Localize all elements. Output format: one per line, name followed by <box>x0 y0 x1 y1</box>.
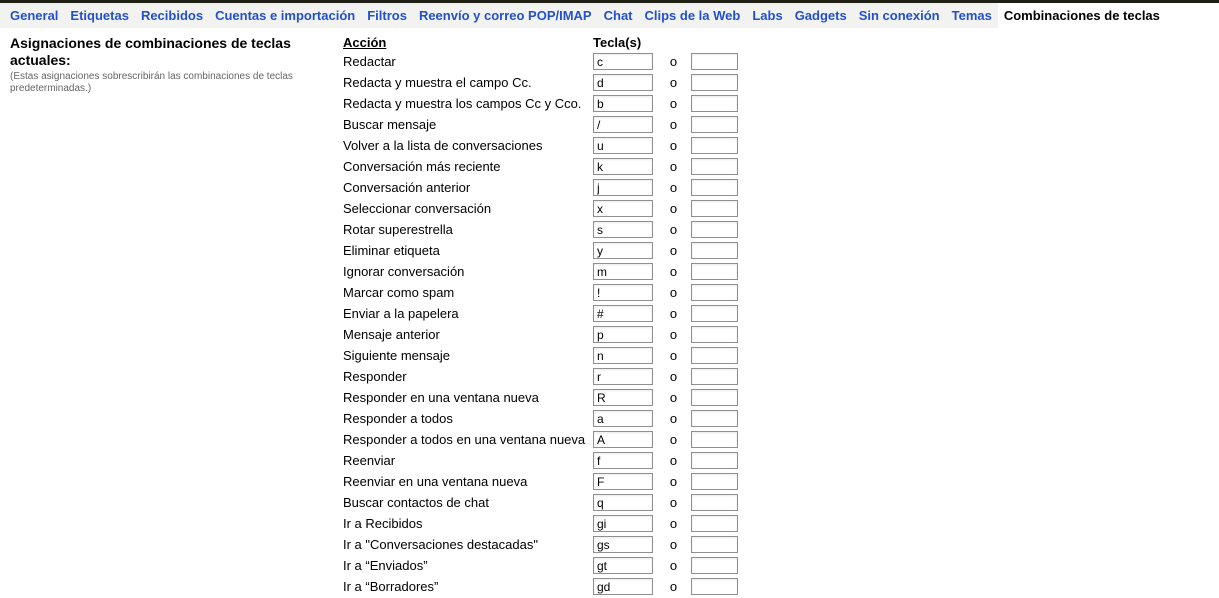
alternate-key-input[interactable] <box>691 158 738 175</box>
or-label: o <box>669 201 678 216</box>
alternate-key-input[interactable] <box>691 284 738 301</box>
or-label: o <box>669 495 678 510</box>
alternate-key-input[interactable] <box>691 368 738 385</box>
tab-reenvio-y-correo-pop-imap[interactable] <box>413 3 598 28</box>
tab-temas[interactable] <box>946 3 998 28</box>
tab-recibidos[interactable] <box>135 3 209 28</box>
alternate-key-input[interactable] <box>691 74 738 91</box>
action-label: Ir a “Enviados” <box>343 558 428 573</box>
or-label: o <box>669 264 678 279</box>
tab-label: Combinaciones de teclas <box>1003 8 1160 23</box>
alternate-key-input[interactable] <box>691 431 738 448</box>
primary-key-input[interactable] <box>593 305 653 322</box>
shortcut-row <box>343 282 739 303</box>
shortcut-row <box>343 114 739 135</box>
tab-label: Temas <box>951 8 992 23</box>
primary-key-input[interactable] <box>593 473 653 490</box>
or-label: o <box>669 432 678 447</box>
alternate-key-input[interactable] <box>691 557 738 574</box>
or-label: o <box>669 138 678 153</box>
tab-label: Recibidos <box>140 8 204 23</box>
primary-key-input[interactable] <box>593 179 653 196</box>
action-label: Ignorar conversación <box>343 264 465 279</box>
tab-label: Cuentas e importación <box>215 8 356 23</box>
tab-label: Filtros <box>367 8 407 23</box>
tab-sin-conexion[interactable] <box>853 3 946 28</box>
alternate-key-input[interactable] <box>691 326 738 343</box>
shortcut-row <box>343 324 739 345</box>
or-label: o <box>669 75 678 90</box>
or-label: o <box>669 348 678 363</box>
or-label: o <box>669 390 678 405</box>
section-title: Asignaciones de combinaciones de teclas actuales: <box>10 35 291 68</box>
primary-key-input[interactable] <box>593 536 653 553</box>
primary-key-input[interactable] <box>593 431 653 448</box>
shortcut-row <box>343 471 739 492</box>
alternate-key-input[interactable] <box>691 515 738 532</box>
action-label: Reenviar <box>343 453 396 468</box>
shortcut-row <box>343 261 739 282</box>
primary-key-input[interactable] <box>593 389 653 406</box>
alternate-key-input[interactable] <box>691 242 738 259</box>
primary-key-input[interactable] <box>593 368 653 385</box>
primary-key-input[interactable] <box>593 53 653 70</box>
or-label: o <box>669 516 678 531</box>
tab-chat[interactable] <box>598 3 639 28</box>
tab-filtros[interactable] <box>361 3 413 28</box>
shortcut-row <box>343 387 739 408</box>
alternate-key-input[interactable] <box>691 95 738 112</box>
or-label: o <box>669 54 678 69</box>
primary-key-input[interactable] <box>593 242 653 259</box>
shortcut-row <box>343 366 739 387</box>
alternate-key-input[interactable] <box>691 53 738 70</box>
primary-key-input[interactable] <box>593 95 653 112</box>
or-label: o <box>669 159 678 174</box>
primary-key-input[interactable] <box>593 452 653 469</box>
primary-key-input[interactable] <box>593 74 653 91</box>
action-label: Mensaje anterior <box>343 327 440 342</box>
action-label: Redacta y muestra los campos Cc y Cco. <box>343 96 582 111</box>
shortcut-row <box>343 492 739 513</box>
or-label: o <box>669 411 678 426</box>
alternate-key-input[interactable] <box>691 221 738 238</box>
alternate-key-input[interactable] <box>691 347 738 364</box>
or-label: o <box>669 243 678 258</box>
shortcut-row <box>343 555 739 576</box>
action-label: Seleccionar conversación <box>343 201 492 216</box>
alternate-key-input[interactable] <box>691 389 738 406</box>
action-label: Responder en una ventana nueva <box>343 390 539 405</box>
column-header-keys: Tecla(s) <box>593 34 642 50</box>
primary-key-input[interactable] <box>593 116 653 133</box>
shortcut-row <box>343 156 739 177</box>
action-label: Buscar contactos de chat <box>343 495 489 510</box>
alternate-key-input[interactable] <box>691 179 738 196</box>
action-label: Ir a "Conversaciones destacadas" <box>343 537 538 552</box>
tab-label: Sin conexión <box>858 8 940 23</box>
primary-key-input[interactable] <box>593 221 653 238</box>
shortcut-row <box>343 240 739 261</box>
settings-tab-bar <box>0 3 1219 28</box>
action-label: Siguiente mensaje <box>343 348 450 363</box>
or-label: o <box>669 327 678 342</box>
shortcut-row <box>343 93 739 114</box>
alternate-key-input[interactable] <box>691 473 738 490</box>
tab-general[interactable] <box>4 3 64 28</box>
action-label: Enviar a la papelera <box>343 306 459 321</box>
or-label: o <box>669 180 678 195</box>
action-label: Ir a Recibidos <box>343 516 423 531</box>
alternate-key-input[interactable] <box>691 536 738 553</box>
primary-key-input[interactable] <box>593 410 653 427</box>
shortcut-row <box>343 177 739 198</box>
shortcut-row <box>343 303 739 324</box>
shortcuts-table <box>343 33 739 598</box>
or-label: o <box>669 453 678 468</box>
tab-label: Etiquetas <box>70 8 129 23</box>
action-label: Conversación más reciente <box>343 159 501 174</box>
action-label: Eliminar etiqueta <box>343 243 440 258</box>
action-label: Buscar mensaje <box>343 117 437 132</box>
or-label: o <box>669 369 678 384</box>
alternate-key-input[interactable] <box>691 305 738 322</box>
action-label: Redactar <box>343 54 396 69</box>
alternate-key-input[interactable] <box>691 494 738 511</box>
or-label: o <box>669 306 678 321</box>
primary-key-input[interactable] <box>593 263 653 280</box>
section-note: (Estas asignaciones sobrescribirán las combinaciones de teclas predeterminadas.) <box>10 71 293 94</box>
shortcut-row <box>343 135 739 156</box>
tab-clips-de-la-web[interactable] <box>639 3 747 28</box>
primary-key-input[interactable] <box>593 494 653 511</box>
or-label: o <box>669 558 678 573</box>
shortcut-row <box>343 534 739 555</box>
action-label: Conversación anterior <box>343 180 471 195</box>
or-label: o <box>669 117 678 132</box>
shortcut-row <box>343 219 739 240</box>
shortcut-row <box>343 198 739 219</box>
or-label: o <box>669 96 678 111</box>
action-label: Reenviar en una ventana nueva <box>343 474 528 489</box>
action-label: Responder a todos en una ventana nueva <box>343 432 586 447</box>
primary-key-input[interactable] <box>593 200 653 217</box>
tab-labs[interactable] <box>746 3 788 28</box>
alternate-key-input[interactable] <box>691 410 738 427</box>
or-label: o <box>669 222 678 237</box>
or-label: o <box>669 285 678 300</box>
action-label: Marcar como spam <box>343 285 455 300</box>
primary-key-input[interactable] <box>593 557 653 574</box>
primary-key-input[interactable] <box>593 578 653 595</box>
shortcut-row <box>343 513 739 534</box>
action-label: Rotar superestrella <box>343 222 453 237</box>
shortcut-row <box>343 345 739 366</box>
column-header-action: Acción <box>343 34 387 50</box>
primary-key-input[interactable] <box>593 347 653 364</box>
tab-combinaciones-de-teclas[interactable] <box>998 3 1219 28</box>
tab-label: Reenvío y correo POP/IMAP <box>418 8 592 23</box>
alternate-key-input[interactable] <box>691 200 738 217</box>
tab-etiquetas[interactable] <box>64 3 135 28</box>
alternate-key-input[interactable] <box>691 578 738 595</box>
or-label: o <box>669 537 678 552</box>
action-label: Redacta y muestra el campo Cc. <box>343 75 532 90</box>
tab-label: Clips de la Web <box>644 8 741 23</box>
tab-cuentas-e-importacion[interactable] <box>209 3 361 28</box>
alternate-key-input[interactable] <box>691 263 738 280</box>
table-header-row <box>343 33 739 51</box>
tab-label: Labs <box>752 8 783 23</box>
shortcut-row <box>343 51 739 72</box>
primary-key-input[interactable] <box>593 158 653 175</box>
shortcut-row <box>343 429 739 450</box>
alternate-key-input[interactable] <box>691 452 738 469</box>
shortcut-row <box>343 576 739 597</box>
alternate-key-input[interactable] <box>691 137 738 154</box>
tab-label: Gadgets <box>794 8 847 23</box>
action-label: Responder <box>343 369 407 384</box>
primary-key-input[interactable] <box>593 137 653 154</box>
or-label: o <box>669 474 678 489</box>
shortcut-row <box>343 408 739 429</box>
shortcut-row <box>343 450 739 471</box>
action-label: Volver a la lista de conversaciones <box>343 138 543 153</box>
action-label: Responder a todos <box>343 411 453 426</box>
alternate-key-input[interactable] <box>691 116 738 133</box>
primary-key-input[interactable] <box>593 515 653 532</box>
action-label: Ir a “Borradores” <box>343 579 439 594</box>
shortcuts-table-area <box>343 33 739 598</box>
tab-label: General <box>10 8 59 23</box>
or-label: o <box>669 579 678 594</box>
shortcut-row <box>343 72 739 93</box>
shortcuts-description <box>10 35 320 95</box>
tab-label: Chat <box>603 8 633 23</box>
tab-gadgets[interactable] <box>789 3 853 28</box>
primary-key-input[interactable] <box>593 284 653 301</box>
primary-key-input[interactable] <box>593 326 653 343</box>
